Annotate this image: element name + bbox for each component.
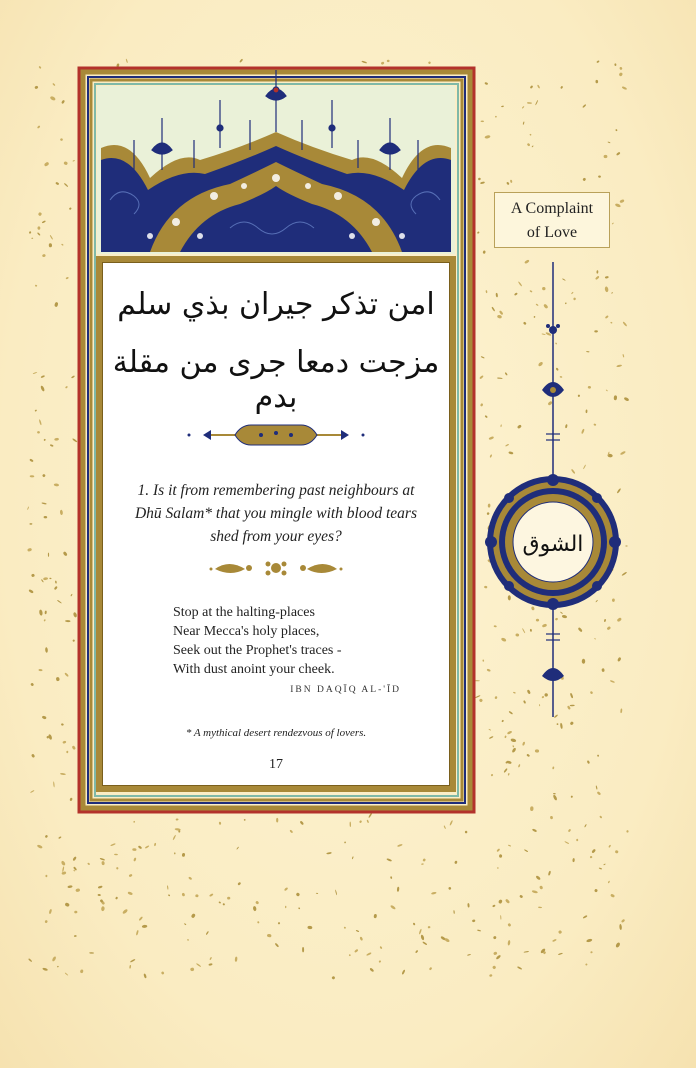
section-heading <box>494 192 610 248</box>
footnote: * A mythical desert rendezvous of lovers. <box>185 727 367 739</box>
stanza-line: Near Mecca's holy places, <box>173 624 320 639</box>
medallion-ornament <box>480 262 626 732</box>
poem-attribution: IBN DAQĪQ AL-'ĪD <box>290 685 401 695</box>
english-verse: 1. Is it from remembering past neighbours at Dhū Salam* that you mingle with blood tears shed from your eyes? <box>134 482 417 545</box>
cartouche-divider-icon <box>103 423 449 447</box>
stanza-line: Seek out the Prophet's traces - <box>173 643 342 658</box>
section-heading-line-1: A Complaint <box>510 200 594 217</box>
page-number: 17 <box>269 757 283 772</box>
arabic-verse-line-2: مزجت دمعا جرى من مقلة بدم <box>112 345 440 415</box>
arabic-verse-line-1: امن تذكر جيران بذي سلم <box>117 287 435 322</box>
text-panel-inner <box>102 262 450 786</box>
text-panel <box>96 256 456 792</box>
floral-divider-icon <box>103 555 449 581</box>
stanza-line: Stop at the halting-places <box>173 605 315 620</box>
stanza-line: With dust anoint your cheek. <box>173 662 335 677</box>
medallion-calligraphy: الشوق <box>522 532 584 557</box>
stanza <box>173 603 342 679</box>
section-heading-line-2: of Love <box>526 224 578 241</box>
